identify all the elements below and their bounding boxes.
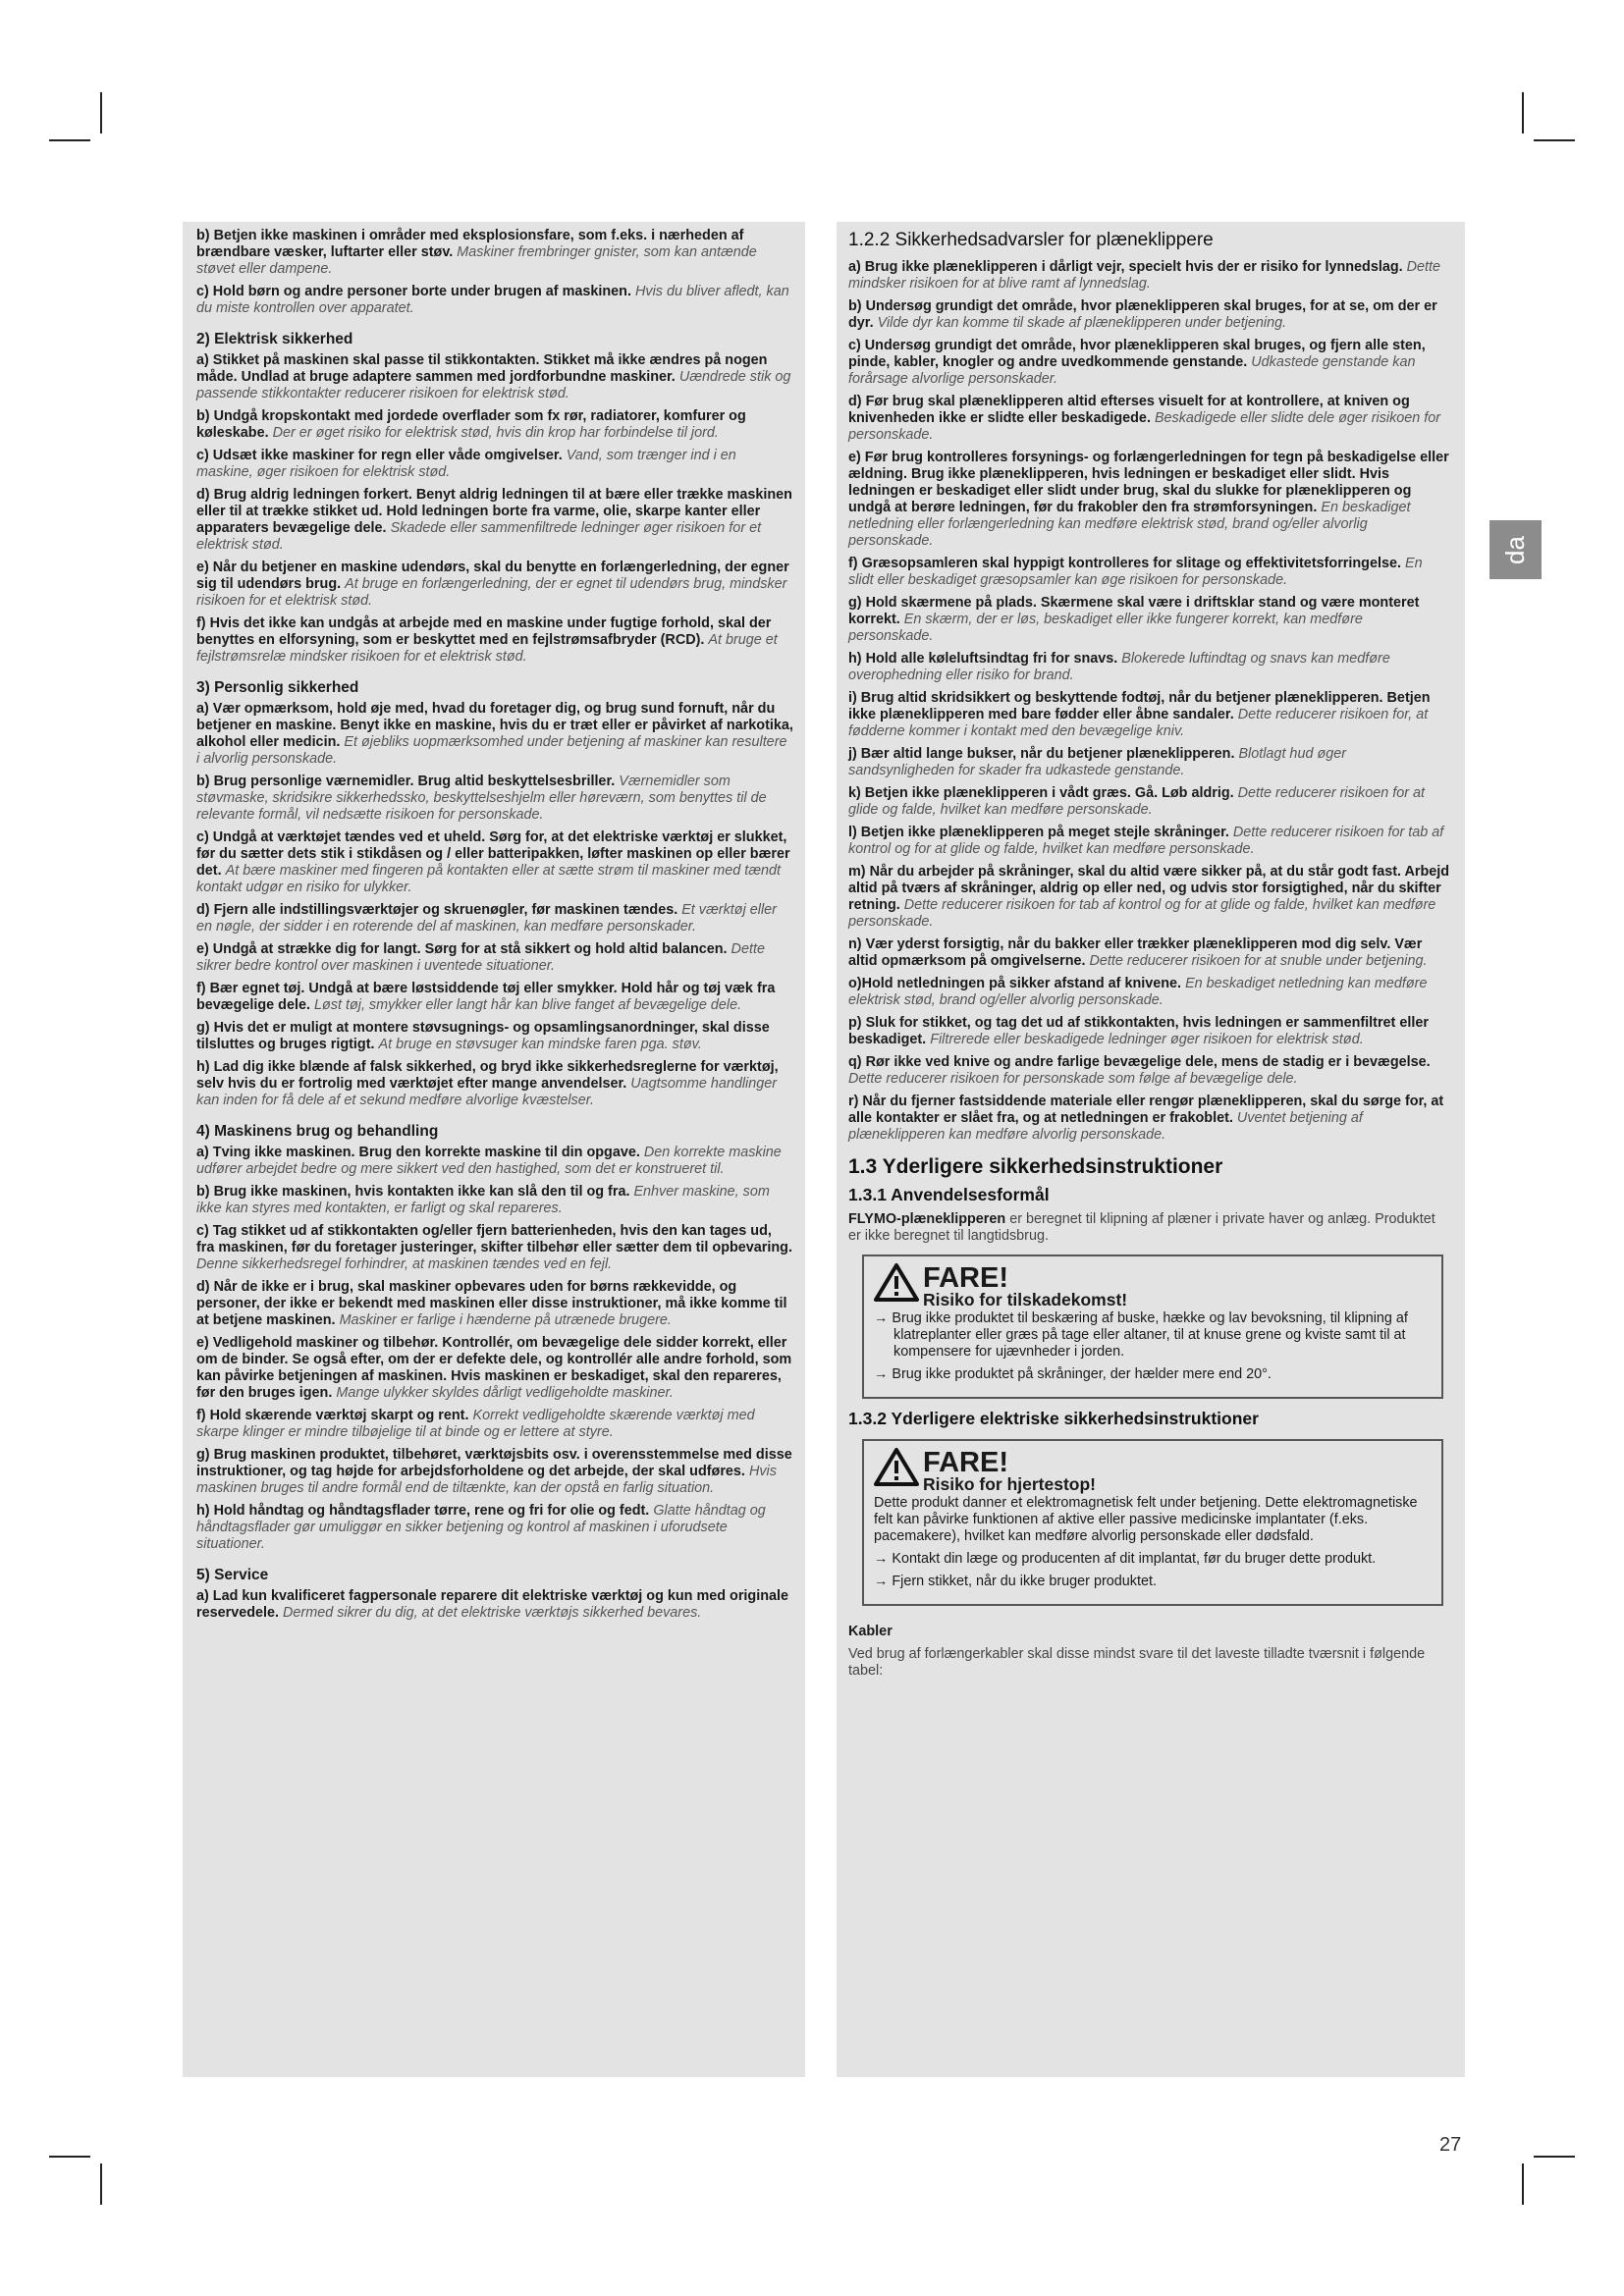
mower-warning-item: l) Betjen ikke plæneklipperen på meget stejle skråninger. Dette reducerer risikoen for tab af kontrol og for at glide og falde, hvilket kan medføre personskade. [848,825,1444,857]
safety-paragraph: c) Undgå at værktøjet tændes ved et uheld. Sørg for, at det elektriske værktøj er slukket, før du sætter dets stik i stikdåsen og / eller batteripakken, løfter maskinen op eller bærer det. At bære maskiner med fingeren på kontakten eller at sætte strøm til maskiner med tændt kontakt udgør en risiko for ulykker. [196,829,790,895]
safety-paragraph: e) Når du betjener en maskine udendørs, skal du benytte en forlængerledning, der egner sig til udendørs brug. At bruge en forlængerledning, der er egnet til udendørs brug, mindsker risikoen for et elektrisk stød. [196,560,789,609]
danger-subtitle: Risiko for hjertestop! [923,1474,1096,1494]
safety-paragraph: e) Undgå at strække dig for langt. Sørg for at stå sikkert og hold altid balancen. Dette sikrer bedre kontrol over maskinen i uventede situationer. [196,941,765,974]
danger-instruction: → Fjern stikket, når du ikke bruger produktet. [874,1574,1157,1589]
crop-mark [1534,2156,1575,2158]
mower-warning-item: c) Undersøg grundigt det område, hvor plæneklipperen skal bruges, og fjern alle sten, pinde, kabler, knogler og andre uvedkommende genstande. Udkastede genstande kan forårsage alvorlige personskader. [848,338,1426,387]
danger-box-injury [862,1255,1443,1399]
safety-paragraph: b) Betjen ikke maskinen i områder med eksplosionsfare, som f.eks. i nærheden af brændbare væsker, luftarter eller støv. Maskiner frembringer gnister, som kan antænde støvet eller dampene. [196,228,757,277]
mower-warning-item: d) Før brug skal plæneklipperen altid efterses visuelt for at kontrollere, at kniven og knivenheden ikke er slidte eller beskadigede. Beskadigede eller slidte dele øger risikoen for personskade. [848,394,1441,443]
danger-title: FARE! [923,1262,1008,1294]
safety-paragraph: b) Undgå kropskontakt med jordede overflader som fx rør, radiatorer, komfurer og køleskabe. Der er øget risiko for elektrisk stød, hvis din krop har forbindelse til jord. [196,408,746,441]
mower-warning-item: p) Sluk for stikket, og tag det ud af stikkontakten, hvis ledningen er sammenfiltret eller beskadiget. Filtrerede eller beskadigede ledninger øger risikoen for elektrisk stød. [848,1015,1429,1047]
section-heading: 3) Personlig sikkerhed [196,679,359,696]
safety-paragraph: a) Stikket på maskinen skal passe til stikkontakten. Stikket må ikke ændres på nogen måde. Undlad at bruge adaptere sammen med jordforbundne maskiner. Uændrede stik og passende stikkontakter reducerer risikoen for elektrisk stød. [196,352,791,401]
danger-subtitle: Risiko for tilskadekomst! [923,1290,1128,1309]
danger-instruction: → Brug ikke produktet til beskæring af buske, hække og lav bevoksning, til klipning af klatreplanter eller græs på tage eller altaner, til at knuse grene og kviste samt til at kompensere for ujævnheder i jorden. [874,1310,1408,1360]
usage-bold: FLYMO-plæneklipperen [848,1211,1006,1227]
safety-paragraph: d) Når de ikke er i brug, skal maskiner opbevares uden for børns rækkevidde, og personer, der ikke er bekendt med maskinen eller disse instruktioner, må ikke komme til at betjene maskinen. Maskiner er farlige i hænderne på utrænede brugere. [196,1279,787,1328]
mower-warning-item: m) Når du arbejder på skråninger, skal du altid være sikker på, at du står godt fast. Arbejd altid på tværs af skråninger, aldrig op eller ned, og udvis stor forsigtighed, når du skifter retning. Dette reducerer risikoen for tab af kontrol og for at glide og falde, hvilket kan medføre personskade. [848,864,1450,930]
safety-paragraph: h) Hold håndtag og håndtagsflader tørre, rene og fri for olie og fedt. Glatte håndtag og håndtagsflader gør umuliggør en sikker betjening og kontrol af maskinen i uforudsete situationer. [196,1503,766,1552]
danger-instruction: → Brug ikke produktet på skråninger, der hælder mere end 20°. [874,1366,1272,1382]
mower-warning-item: h) Hold alle køleluftsindtag fri for snavs. Blokerede luftindtag og snavs kan medføre overophedning eller risiko for brand. [848,651,1390,683]
section-title-1-3-2: 1.3.2 Yderligere elektriske sikkerhedsinstruktioner [848,1409,1259,1428]
section-heading: 5) Service [196,1567,269,1583]
mower-warning-item: q) Rør ikke ved knive og andre farlige bevægelige dele, mens de stadig er i bevægelse. Dette reducerer risikoen for personskade som følge af bevægelige dele. [848,1054,1431,1087]
safety-paragraph: c) Tag stikket ud af stikkontakten og/eller fjern batterienheden, hvis den kan tages ud, fra maskinen, før du foretager justeringer, skifter tilbehør eller sætter dem til opbevaring. Denne sikkerhedsregel forhindrer, at maskinen tændes ved en fejl. [196,1223,792,1272]
right-column [837,222,1465,2077]
usage-paragraph [848,1211,1451,1245]
section-title-1-3: 1.3 Yderligere sikkerhedsinstruktioner [848,1155,1223,1178]
crop-mark [1522,92,1524,133]
mower-warning-item: g) Hold skærmene på plads. Skærmene skal være i driftsklar stand og være monteret korrekt. En skærm, der er løs, beskadiget eller ikke fungerer korrekt, kan medføre personskade. [848,595,1420,644]
language-tab [1489,520,1542,579]
safety-paragraph: c) Hold børn og andre personer borte under brugen af maskinen. Hvis du bliver afledt, kan du miste kontrollen over apparatet. [196,284,789,316]
danger-text: Dette produkt danner et elektromagnetisk felt under betjening. Dette elektromagnetiske felt kan påvirke funktionen af aktive eller passive medicinske implantater (f.eks. pacemakere), hvilket kan medføre alvorlig personskade eller dødsfald. [874,1495,1418,1544]
page-number: 27 [1439,2134,1462,2156]
section-heading: 4) Maskinens brug og behandling [196,1123,439,1140]
safety-paragraph: a) Vær opmærksom, hold øje med, hvad du foretager dig, og brug sund fornuft, når du betjener en maskine. Benyt ikke en maskine, hvis du er træt eller er påvirket af narkotika, alkohol eller medicin. Et øjebliks uopmærksomhed under betjening af maskiner kan resultere i alvorlig personskade. [196,701,793,767]
mower-warning-item: n) Vær yderst forsigtig, når du bakker eller trækker plæneklipperen mod dig selv. Vær altid opmærksom på omgivelserne. Dette reducerer risikoen for at snuble under betjening. [848,936,1428,969]
crop-mark [1522,2163,1524,2205]
safety-paragraph: f) Hvis det ikke kan undgås at arbejde med en maskine under fugtige forhold, skal der benyttes en elforsyning, som er beskyttet med en fejlstrømsafbryder (RCD). At bruge et fejlstrømsrelæ mindsker risikoen for et elektrisk stød. [196,615,778,665]
safety-paragraph: f) Bær egnet tøj. Undgå at bære løstsiddende tøj eller smykker. Hold hår og tøj væk fra bevægelige dele. Løst tøj, smykker eller langt hår kan blive fanget af bevægelige dele. [196,981,776,1013]
mower-warning-item: r) Når du fjerner fastsiddende materiale eller rengør plæneklipperen, skal du sørge for, at alle kontakter er slået fra, og at netledningen er frakoblet. Uventet betjening af plæneklipperen kan medføre alvorlig personskade. [848,1094,1444,1143]
mower-warning-item: i) Brug altid skridsikkert og beskyttende fodtøj, når du betjener plæneklipperen. Betjen ikke plæneklipperen med bare fødder eller åbne sandaler. Dette reducerer risikoen for, at fødderne kommer i kontakt med den bevægelige kniv. [848,690,1431,739]
safety-paragraph: a) Lad kun kvalificeret fagpersonale reparere dit elektriske værktøj og kun med originale reservedele. Dermed sikrer du dig, at det elektriske værktøjs sikkerhed bevares. [196,1588,789,1621]
danger-instruction: → Kontakt din læge og producenten af dit implantat, før du bruger dette produkt. [874,1551,1377,1567]
cables-heading: Kabler [848,1624,893,1639]
safety-paragraph: d) Brug aldrig ledningen forkert. Benyt aldrig ledningen til at bære eller trække maskinen eller til at trække stikket ud. Hold ledningen borte fra varme, olie, skarpe kanter eller apparaters bevægelige dele. Skadede eller sammenfiltrede ledninger øger risikoen for et elektrisk stød. [196,487,792,553]
safety-paragraph: g) Brug maskinen produktet, tilbehøret, værktøjsbits osv. i overensstemmelse med disse instruktioner, og tag højde for arbejdsforholdene og det arbejde, der skal udføres. Hvis maskinen bruges til andre formål end de tiltænkte, kan der opstå en farlig situation. [196,1447,792,1496]
warning-triangle-icon [874,1262,919,1302]
danger-box-cardiac [862,1439,1443,1606]
safety-paragraph: c) Udsæt ikke maskiner for regn eller våde omgivelser. Vand, som trænger ind i en maskine, øger risikoen for elektrisk stød. [196,448,736,480]
mower-warning-item: e) Før brug kontrolleres forsynings- og forlængerledningen for tegn på beskadigelse eller ældning. Brug ikke plæneklipperen, hvis ledningen er beskadiget eller slidt. Hvis ledningen er beskadiget eller slidt under brug, skal du slukke for plæneklipperen og undgå at berøre ledningen, før du frakobler den fra strømforsyningen. En beskadiget netledning eller forlængerledning kan medføre elektrisk stød, brand og/eller alvorlig personskade. [848,450,1449,549]
safety-paragraph: g) Hvis det er muligt at montere støvsugnings- og opsamlingsanordninger, skal disse tilsluttes og bruges rigtigt. At bruge en støvsuger kan mindske faren pga. støv. [196,1020,770,1052]
mower-warning-item: o)Hold netledningen på sikker afstand af knivene. En beskadiget netledning kan medføre elektrisk stød, brand og/eller alvorlig personskade. [848,976,1428,1008]
crop-mark [100,2163,102,2205]
left-column [183,222,805,2077]
safety-paragraph: d) Fjern alle indstillingsværktøjer og skruenøgler, før maskinen tændes. Et værktøj eller en nøgle, der sidder i en roterende del af maskinen, kan medføre personskader. [196,902,777,934]
mower-warning-item: b) Undersøg grundigt det område, hvor plæneklipperen skal bruges, for at se, om der er dyr. Vilde dyr kan komme til skade af plæneklipperen under betjening. [848,298,1437,331]
safety-paragraph: b) Brug personlige værnemidler. Brug altid beskyttelsesbriller. Værnemidler som støvmaske, skridsikre sikkerhedssko, beskyttelseshjelm eller høreværn, som benyttes til de relevante formål, vil nedsætte risikoen for personskade. [196,774,767,823]
mower-warnings-list [848,259,1451,1144]
safety-paragraph: b) Brug ikke maskinen, hvis kontakten ikke kan slå den til og fra. Enhver maskine, som ikke kan styres med kontakten, er farligt og skal repareres. [196,1184,770,1216]
section-heading: 2) Elektrisk sikkerhed [196,331,353,347]
cables-text: Ved brug af forlængerkabler skal disse mindst svare til det laveste tilladte tværsnit i følgende tabel: [848,1646,1426,1679]
language-tab-label: da [1499,535,1530,564]
mower-warning-item: k) Betjen ikke plæneklipperen i vådt græs. Gå. Løb aldrig. Dette reducerer risikoen for at glide og falde, hvilket kan medføre personskade. [848,785,1426,818]
crop-mark [100,92,102,133]
danger-title: FARE! [923,1447,1008,1478]
section-title-1-2-2: 1.2.2 Sikkerhedsadvarsler for plæneklippere [848,230,1214,250]
mower-warning-item: a) Brug ikke plæneklipperen i dårligt vejr, specielt hvis der er risiko for lynnedslag. Dette mindsker risikoen for at blive ramt af lynnedslag. [848,259,1441,292]
usage-text: er beregnet til klipning af plæner i private haver og anlæg. Produktet er ikke beregnet til langtidsbrug. [848,1211,1435,1244]
crop-mark [49,139,90,141]
safety-paragraph: h) Lad dig ikke blænde af falsk sikkerhed, og bryd ikke sikkerhedsreglerne for værktøj, selv hvis du er fortrolig med værktøjet efter mange anvendelser. Uagtsomme handlinger kan inden for få dele af et sekund medføre alvorlige kvæstelser. [196,1059,779,1108]
safety-paragraph: e) Vedligehold maskiner og tilbehør. Kontrollér, om bevægelige dele sidder korrekt, eller om de binder. Se også efter, om der er defekte dele, og kontrollér alle andre forhold, som kan påvirke betjeningen af maskinen. Hvis maskinen er beskadiget, skal den repareres, før den bruges igen. Mange ulykker skyldes dårligt vedligeholdte maskiner. [196,1335,792,1401]
mower-warning-item: j) Bær altid lange bukser, når du betjener plæneklipperen. Blotlagt hud øger sandsynligheden for skader fra udkastede genstande. [848,746,1347,778]
crop-mark [1534,139,1575,141]
crop-mark [49,2156,90,2158]
section-title-1-3-1: 1.3.1 Anvendelsesformål [848,1185,1050,1204]
mower-warning-item: f) Græsopsamleren skal hyppigt kontrolleres for slitage og effektivitetsforringelse. En slidt eller beskadiget græsopsamler kan øge risikoen for personskade. [848,556,1423,588]
safety-paragraph: f) Hold skærende værktøj skarpt og rent. Korrekt vedligeholdte skærende værktøj med skarpe klinger er mindre tilbøjelige til at binde og er lettere at styre. [196,1408,755,1440]
warning-triangle-icon [874,1447,919,1486]
safety-paragraph: a) Tving ikke maskinen. Brug den korrekte maskine til din opgave. Den korrekte maskine udfører arbejdet bedre og mere sikkert ved den hastighed, som det er konstrueret til. [196,1145,782,1177]
